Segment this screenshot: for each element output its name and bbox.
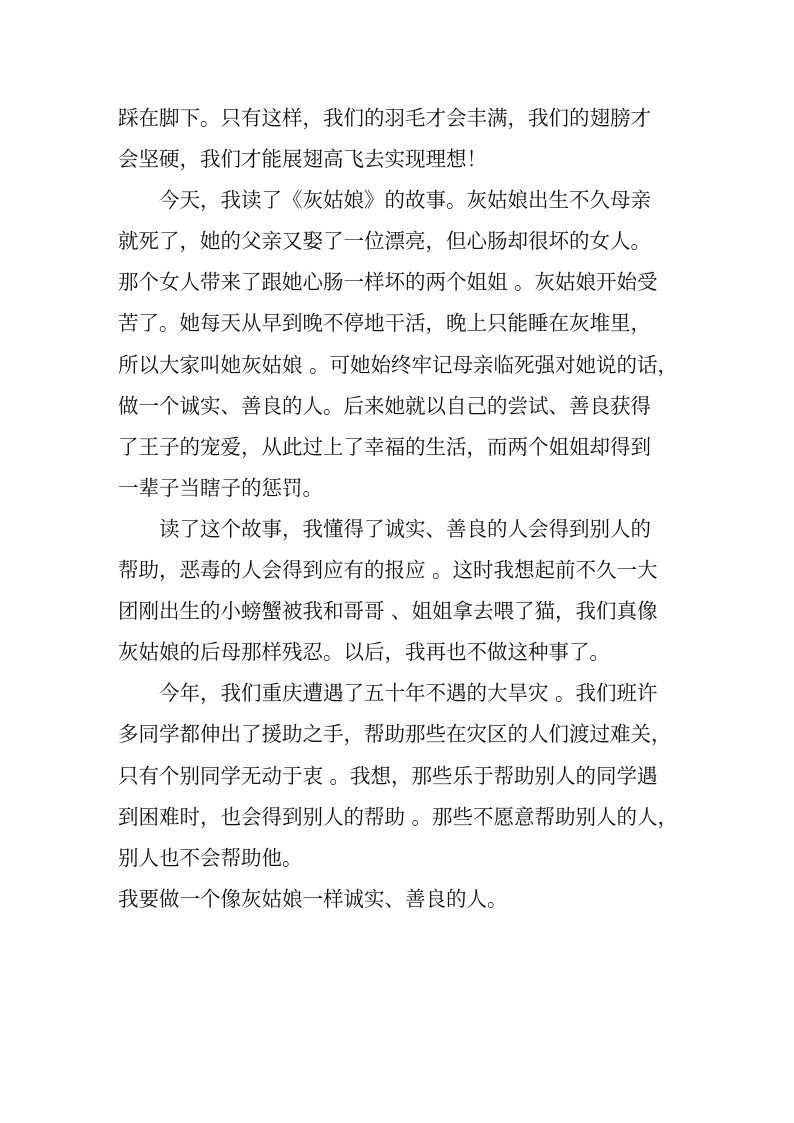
text-line: 读了这个故事，我懂得了诚实、善良的人会得到别人的 xyxy=(159,516,651,541)
text-line: 了王子的宠爱，从此过上了幸福的生活，而两个姐姐却得到 xyxy=(118,434,651,459)
text-line: 那个女人带来了跟她心肠一样坏的两个姐姐 。灰姑娘开始受 xyxy=(118,270,658,295)
text-line: 踩在脚下。只有这样，我们的羽毛才会丰满，我们的翅膀才 xyxy=(118,106,651,130)
text-line: 会坚硬，我们才能展翅高飞去实现理想！ xyxy=(118,147,487,172)
text-line: 到困难时，也会得到别人的帮助 。那些不愿意帮助别人的人， xyxy=(118,804,679,829)
text-line: 一辈子当瞎子的惩罚。 xyxy=(118,475,323,500)
text-line: 帮助，恶毒的人会得到应有的报应 。这时我想起前不久一大 xyxy=(118,558,658,583)
text-line: 我要做一个像灰姑娘一样诚实、善良的人。 xyxy=(118,886,508,911)
text-line: 多同学都伸出了援助之手，帮助那些在灾区的人们渡过难关， xyxy=(118,722,672,747)
text-line: 团刚出生的小螃蟹被我和哥哥 、姐姐拿去喂了猫，我们真像 xyxy=(118,599,658,624)
text-line: 今天，我读了《灰姑娘》的故事。灰姑娘出生不久母亲 xyxy=(159,188,651,213)
text-line: 今年，我们重庆遭遇了五十年不遇的大旱灾 。我们班许 xyxy=(159,681,658,706)
text-line: 所以大家叫她灰姑娘 。可她始终牢记母亲临死强对她说的话， xyxy=(118,352,679,377)
text-line: 灰姑娘的后母那样残忍。以后，我再也不做这种事了。 xyxy=(118,640,610,665)
text-line: 苦了。她每天从早到晚不停地干活，晚上只能睡在灰堆里， xyxy=(118,311,651,336)
text-line: 别人也不会帮助他。 xyxy=(118,845,303,870)
text-line: 做一个诚实、善良的人。后来她就以自己的尝试、善良获得 xyxy=(118,393,651,418)
text-line: 就死了，她的父亲又娶了一位漂亮，但心肠却很坏的女人。 xyxy=(118,229,651,254)
essay-text xyxy=(118,98,678,920)
text-line: 只有个别同学无动于衷 。我想，那些乐于帮助别人的同学遇 xyxy=(118,763,658,788)
